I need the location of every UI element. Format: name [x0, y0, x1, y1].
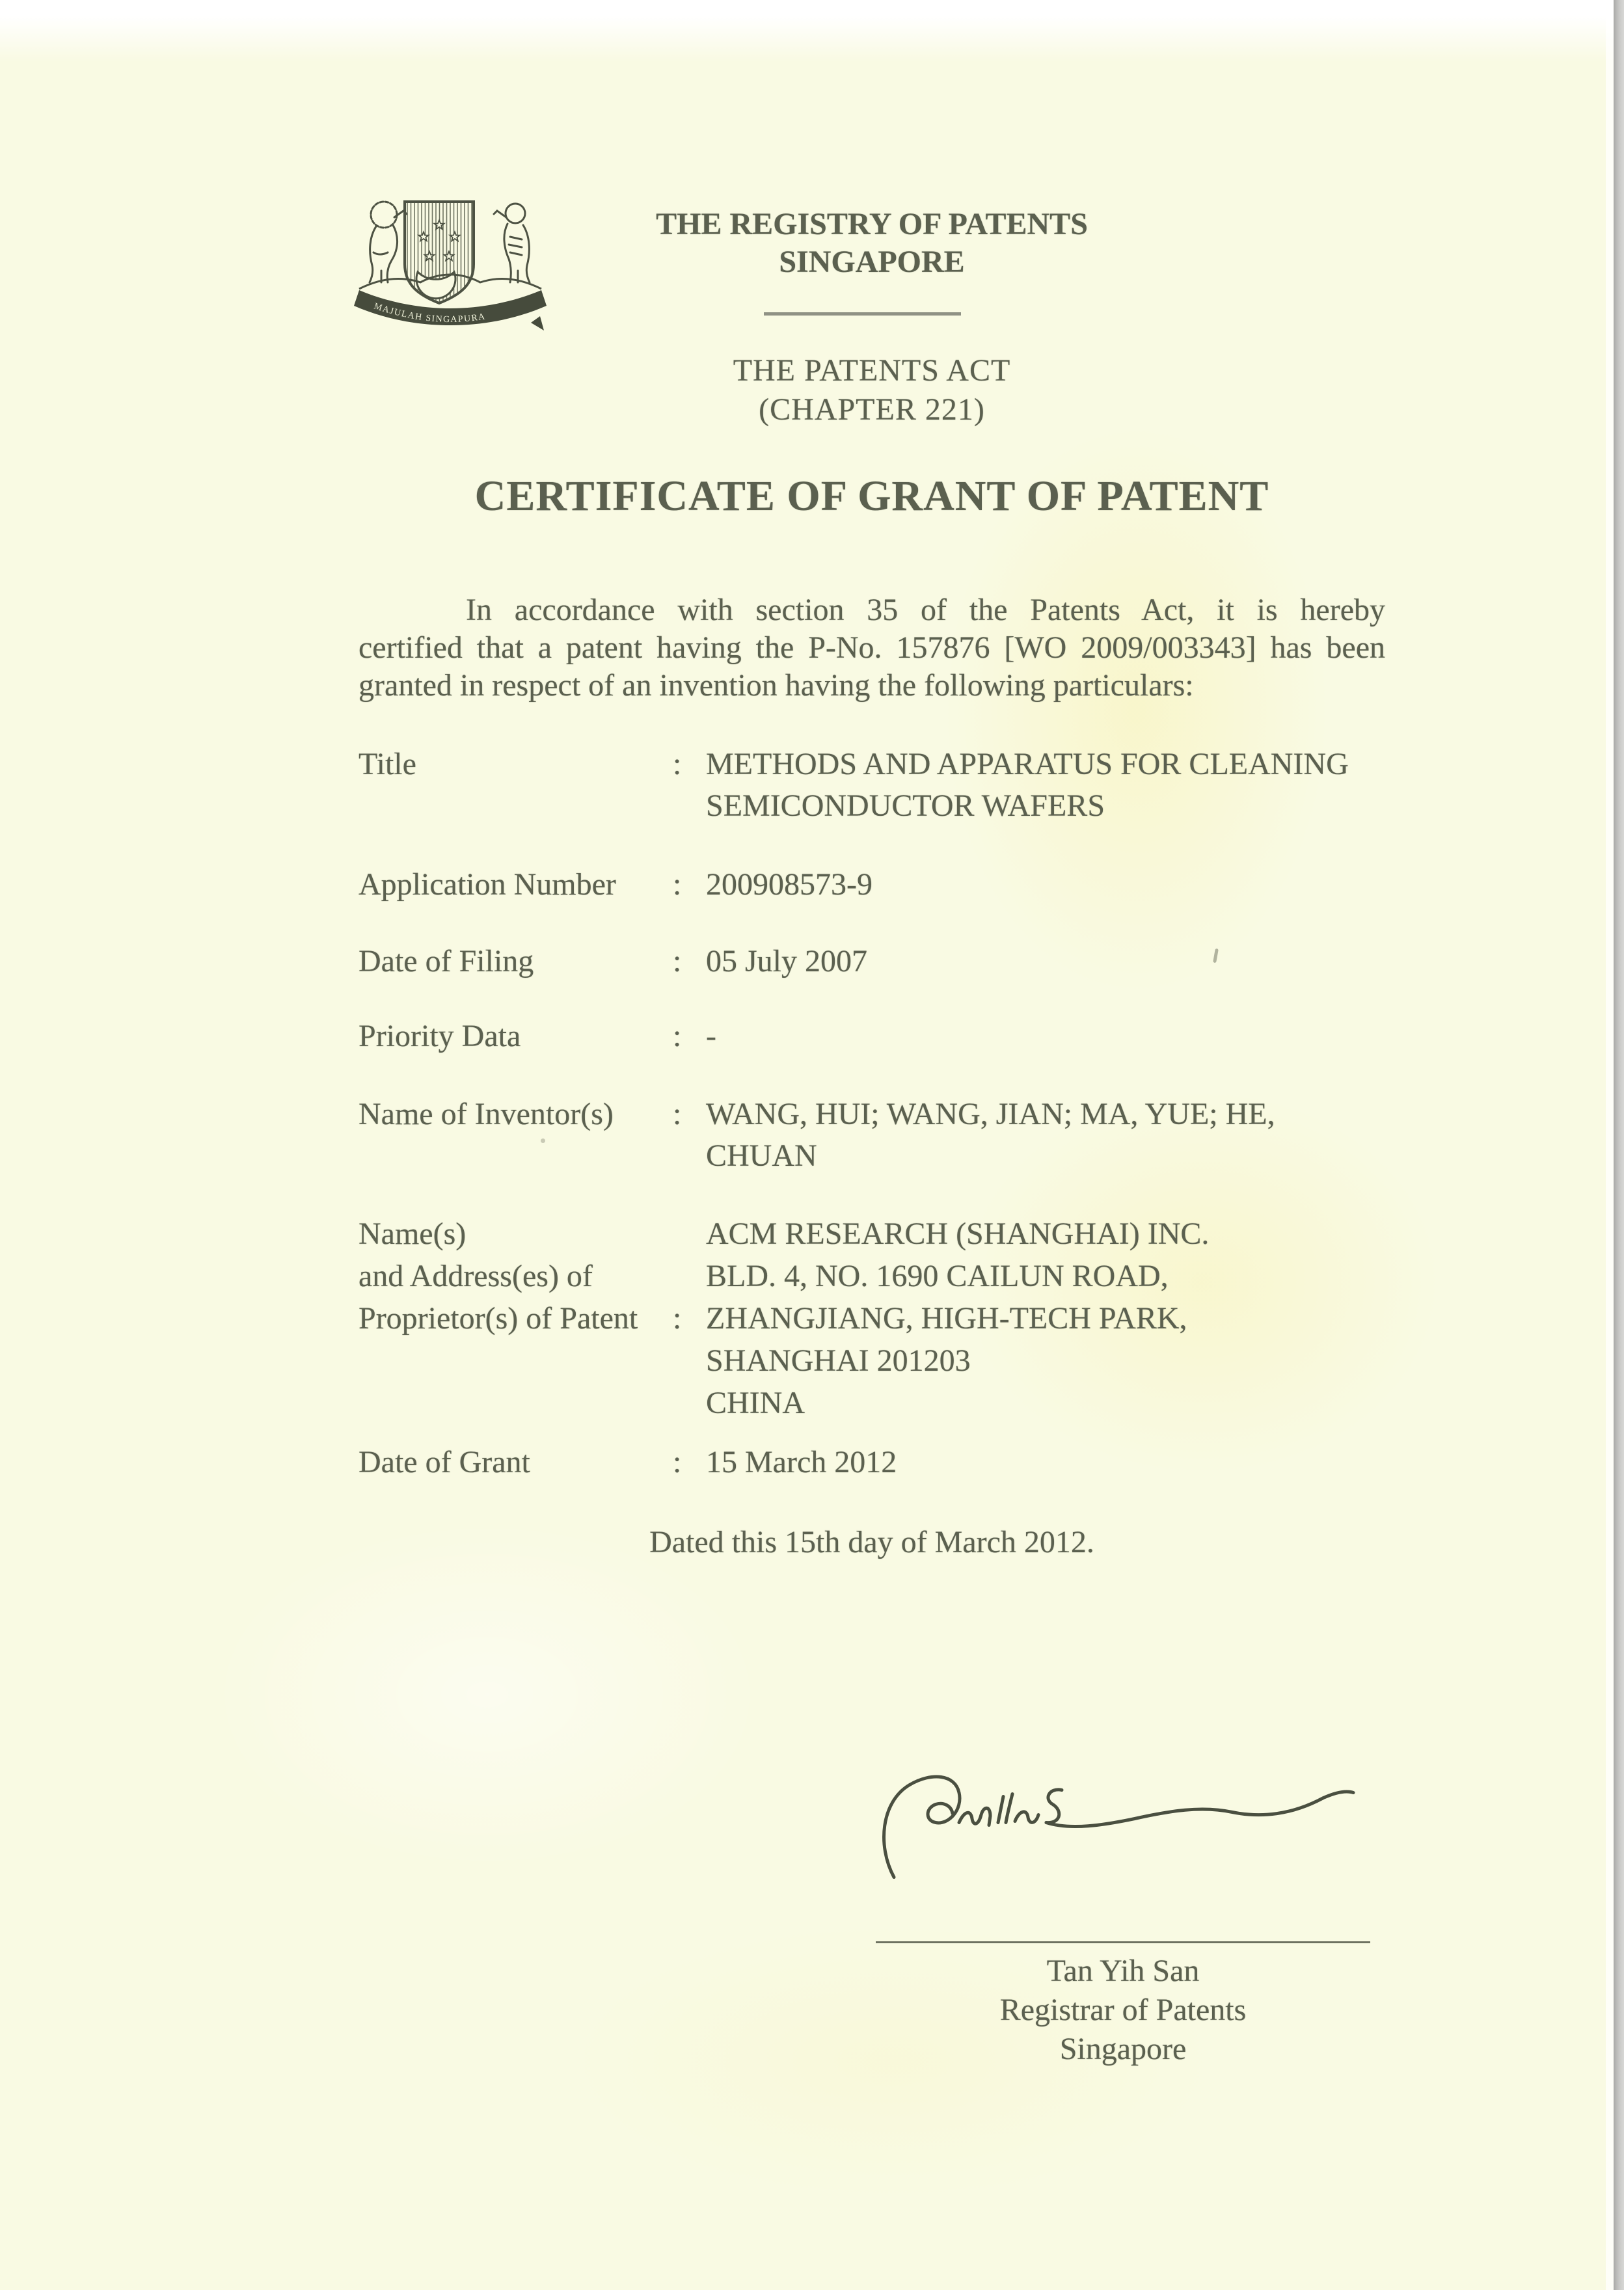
- field-value-line: CHUAN: [706, 1138, 817, 1173]
- scan-artifact: [541, 1138, 545, 1143]
- signer-place: Singapore: [1059, 2032, 1187, 2066]
- signature-image: [876, 1766, 1370, 1887]
- field-value-line: WANG, HUI; WANG, JIAN; MA, YUE; HE,: [706, 1097, 1275, 1131]
- field-label-line: and Address(es) of: [359, 1259, 593, 1293]
- header-divider-rule: [764, 312, 961, 316]
- field-value-line: ACM RESEARCH (SHANGHAI) INC.: [706, 1217, 1210, 1251]
- intro-line: granted in respect of an invention having the following particulars:: [359, 668, 1194, 703]
- signature-rule: [876, 1941, 1370, 1943]
- banner-ribbon-tail: [531, 316, 544, 330]
- intro-paragraph: [359, 591, 1385, 705]
- colon-separator: :: [673, 1445, 682, 1479]
- colon-separator: :: [673, 1019, 682, 1053]
- field-value-line: SEMICONDUCTOR WAFERS: [706, 788, 1105, 823]
- signature-names: [876, 1952, 1370, 2069]
- field-value-line: METHODS AND APPARATUS FOR CLEANING: [706, 747, 1349, 781]
- field-value: -: [706, 1019, 716, 1053]
- field-value: [706, 1213, 1209, 1424]
- field-label: Application Number: [359, 867, 616, 902]
- field-label-line: Proprietor(s) of Patent: [359, 1301, 638, 1336]
- intro-line: In accordance with section 35 of the Patents Act, it is hereby: [466, 593, 1385, 627]
- field-value-line: SHANGHAI 201203: [706, 1343, 971, 1378]
- field-value: 200908573-9: [706, 867, 873, 902]
- scan-edge-right-gap: [1606, 0, 1614, 2290]
- colon-separator: :: [673, 867, 682, 902]
- signer-name: Tan Yih San: [1046, 1954, 1200, 1988]
- field-label: Name of Inventor(s): [359, 1097, 614, 1131]
- act-chapter: (CHAPTER 221): [759, 392, 985, 427]
- registry-country: SINGAPORE: [779, 245, 965, 279]
- signature-block: [876, 1766, 1370, 2072]
- field-label: Date of Grant: [359, 1445, 530, 1479]
- dated-line: Dated this 15th day of March 2012.: [649, 1525, 1094, 1559]
- colon-separator: :: [673, 1097, 682, 1131]
- signer-role: Registrar of Patents: [999, 1993, 1247, 2027]
- field-value-line: BLD. 4, NO. 1690 CAILUN ROAD,: [706, 1259, 1169, 1293]
- banner-text: MAJULAH SINGAPURA: [372, 301, 487, 325]
- act-block: [359, 351, 1385, 429]
- field-label: Priority Data: [359, 1019, 521, 1053]
- field-label-line: Name(s): [359, 1217, 467, 1251]
- field-value-line: ZHANGJIANG, HIGH-TECH PARK,: [706, 1301, 1187, 1336]
- certificate-content: [359, 0, 1385, 2290]
- field-value: 05 July 2007: [706, 944, 868, 978]
- colon-separator: :: [673, 747, 682, 781]
- colon-separator: :: [673, 1301, 682, 1336]
- field-value: [706, 744, 1349, 827]
- scan-artifact: [1213, 949, 1219, 963]
- certificate-title: CERTIFICATE OF GRANT OF PATENT: [474, 472, 1269, 520]
- intro-line: certified that a patent having the P-No. 157876 [WO 2009/003343] has been: [359, 630, 1385, 665]
- scan-edge-right: [1614, 0, 1624, 2290]
- field-label: Date of Filing: [359, 944, 534, 978]
- field-value: 15 March 2012: [706, 1445, 897, 1479]
- field-label: Title: [359, 747, 416, 781]
- act-name: THE PATENTS ACT: [733, 353, 1011, 388]
- field-label: [359, 1213, 638, 1340]
- registry-header: [359, 206, 1385, 281]
- colon-separator: :: [673, 944, 682, 978]
- field-value-line: CHINA: [706, 1386, 805, 1420]
- field-value: [706, 1094, 1275, 1177]
- registry-name: THE REGISTRY OF PATENTS: [656, 207, 1088, 241]
